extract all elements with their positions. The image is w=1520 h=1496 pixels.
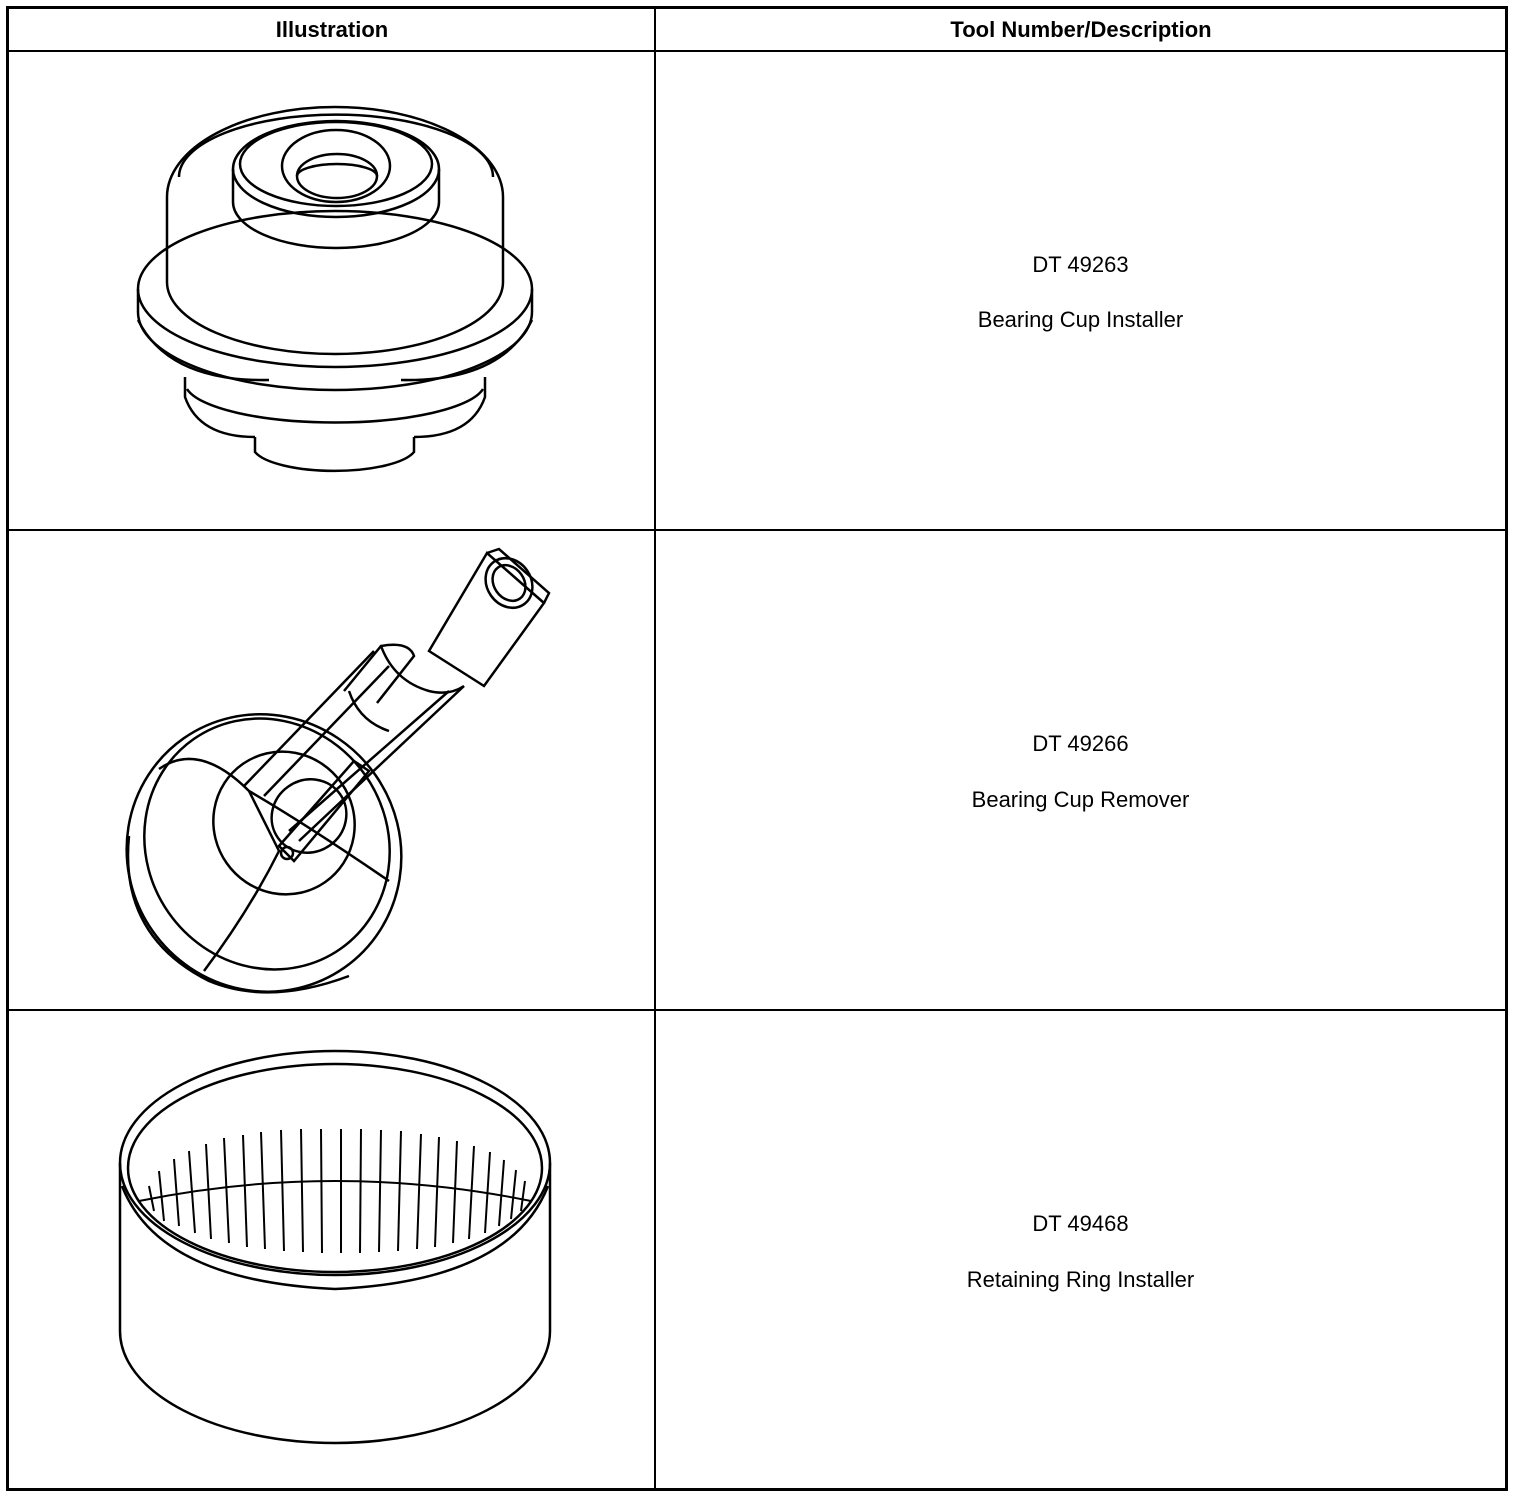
tool-description: Bearing Cup Installer (977, 307, 1184, 332)
tool-description: Bearing Cup Remover (971, 787, 1190, 812)
illustration-cell (9, 1011, 654, 1488)
description-cell (656, 52, 1505, 529)
tool-number: DT 49263 (1032, 252, 1129, 277)
description-cell (656, 531, 1505, 1009)
tool-number: DT 49468 (1032, 1211, 1129, 1236)
header-tool-description: Tool Number/Description (950, 16, 1212, 42)
tool-table (6, 6, 1508, 1491)
bearing-cup-installer-drawing (9, 52, 654, 529)
retaining-ring-installer-drawing (9, 1011, 654, 1488)
header-illustration: Illustration (275, 16, 389, 42)
illustration-cell (9, 52, 654, 529)
tool-number: DT 49266 (1032, 731, 1129, 756)
tool-description: Retaining Ring Installer (966, 1267, 1195, 1292)
illustration-cell (9, 531, 654, 1009)
description-cell (656, 1011, 1505, 1488)
bearing-cup-remover-drawing (9, 531, 654, 1009)
